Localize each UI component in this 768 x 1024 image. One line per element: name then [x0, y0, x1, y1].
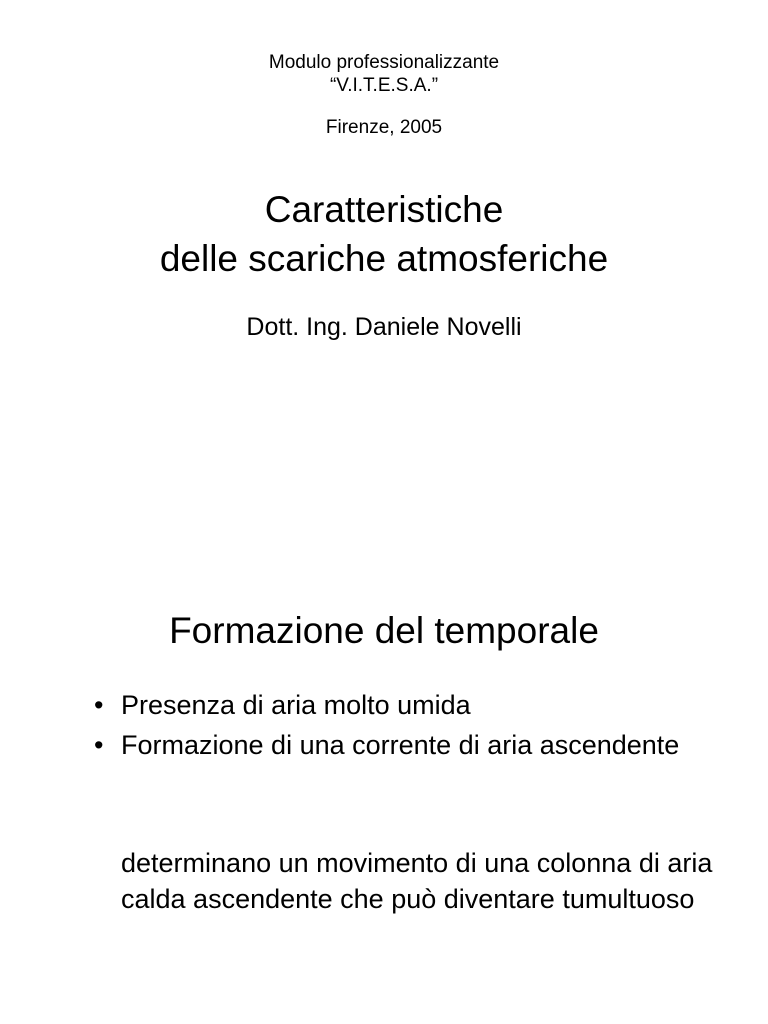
presentation-title-line-2: delle scariche atmosferiche	[159, 238, 609, 279]
bullet-item	[94, 727, 694, 763]
bullet-icon: •	[94, 730, 104, 760]
content-slide	[0, 590, 768, 1024]
bullet-text: Formazione di una corrente di aria ascendente	[121, 730, 680, 760]
slide-title: Formazione del temporale	[169, 610, 599, 651]
presentation-title-line-1: Caratteristiche	[264, 189, 504, 230]
author-name: Dott. Ing. Daniele Novelli	[246, 313, 522, 341]
conclusion-text: determinano un movimento di una colonna di aria calda ascendente che può diventare tumultuoso	[121, 848, 713, 914]
place-date: Firenze, 2005	[325, 117, 443, 138]
title-slide	[0, 0, 768, 500]
course-name: Modulo professionalizzante	[268, 52, 500, 73]
bullet-icon: •	[94, 690, 104, 720]
course-code: “V.I.T.E.S.A.”	[329, 75, 439, 96]
bullet-text: Presenza di aria molto umida	[121, 690, 471, 720]
bullet-item	[94, 687, 694, 723]
bullet-list	[94, 687, 694, 767]
